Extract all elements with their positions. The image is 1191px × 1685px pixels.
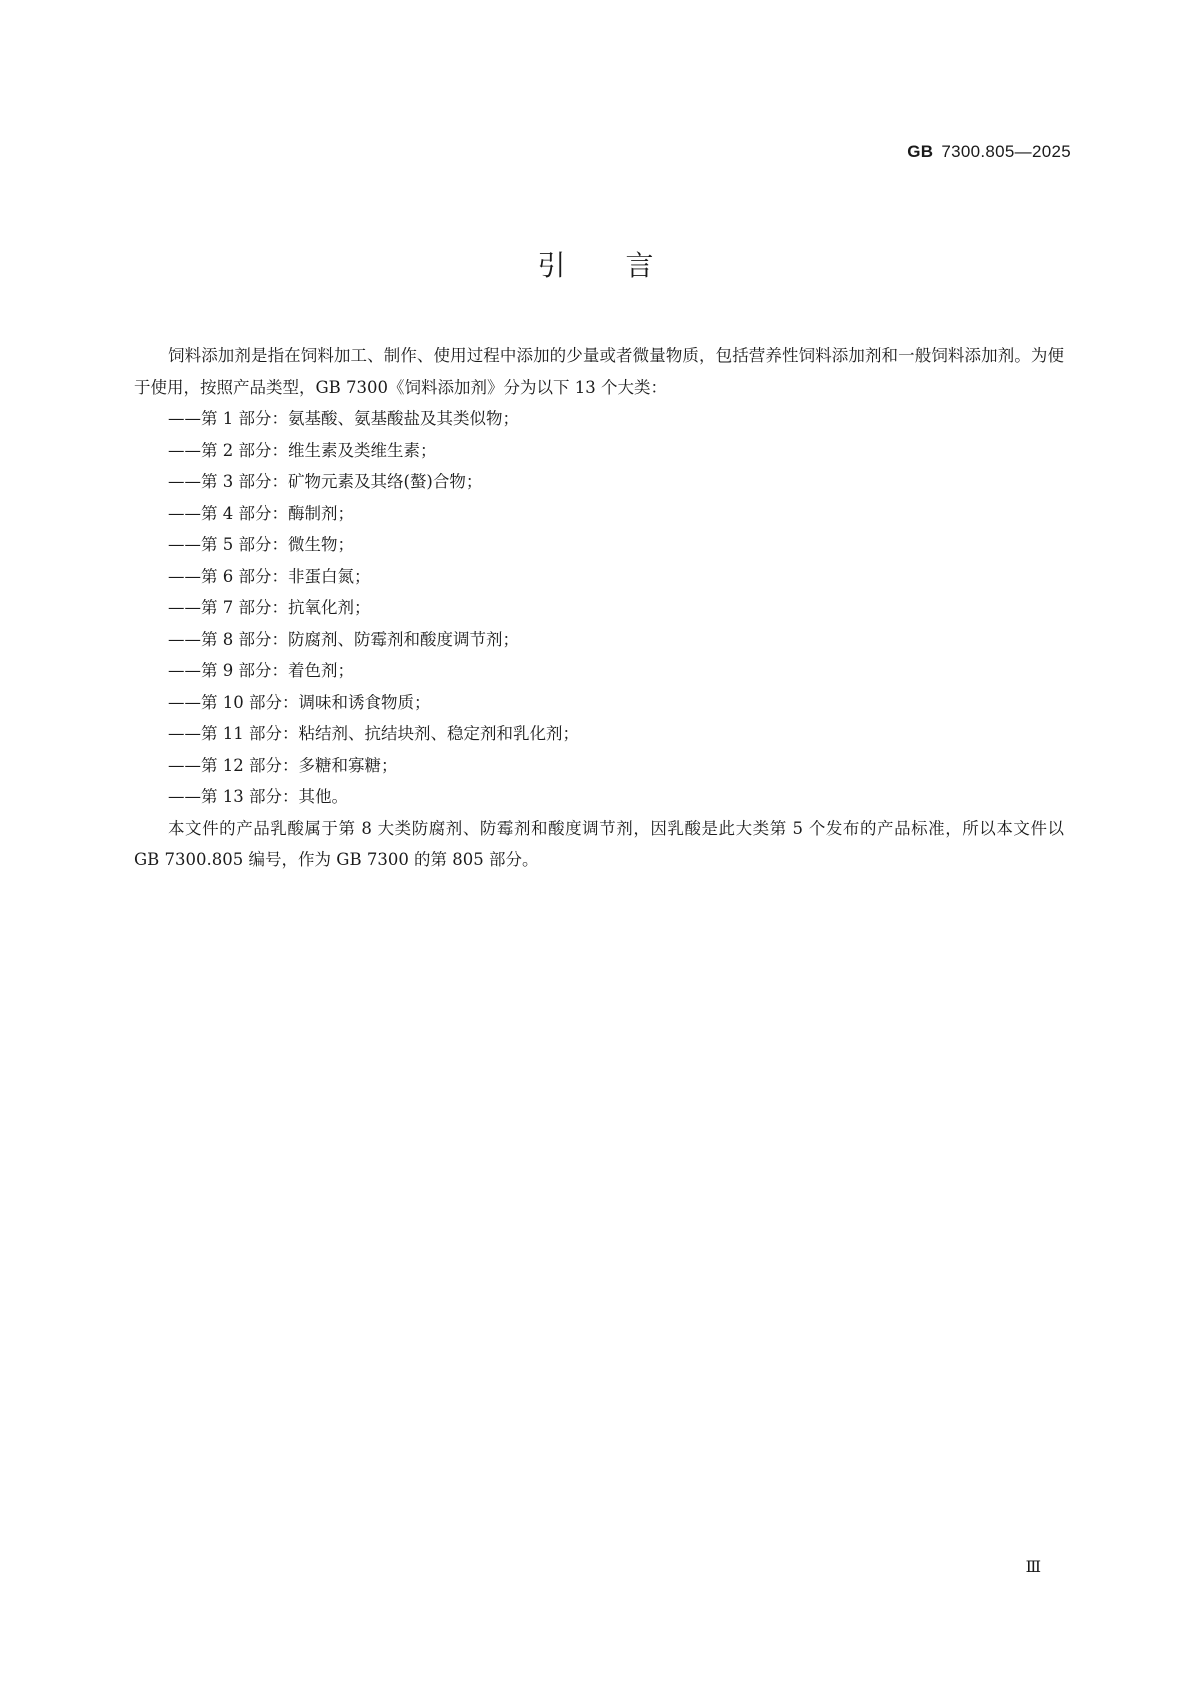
part-item: ——第 11 部分：粘结剂、抗结块剂、稳定剂和乳化剂； (168, 724, 579, 743)
page-number: Ⅲ (1025, 1559, 1041, 1576)
part-item: ——第 5 部分：微生物； (168, 535, 354, 554)
part-item: ——第 3 部分：矿物元素及其络(螯)合物； (168, 472, 483, 491)
standard-number: 7300.805—2025 (941, 142, 1071, 161)
part-item: ——第 2 部分：维生素及类维生素； (168, 440, 437, 460)
part-item: ——第 9 部分：着色剂； (168, 661, 354, 680)
part-item: ——第 1 部分：氨基酸、氨基酸盐及其类似物； (168, 409, 519, 428)
closing-paragraph: 本文件的产品乳酸属于第 8 大类防腐剂、防霉剂和酸度调节剂，因乳酸是此大类第 5 个发布的产品标准，所以本文件以 GB 7300.805 编号，作为 GB 7300 的第 805 部分。 (134, 818, 1064, 869)
part-item: ——第 4 部分：酶制剂； (168, 503, 354, 523)
parts-list (134, 403, 1064, 813)
part-item: ——第 12 部分：多糖和寡糖； (168, 755, 398, 775)
part-item: ——第 10 部分：调味和诱食物质； (168, 692, 431, 712)
part-item: ——第 7 部分：抗氧化剂； (168, 598, 371, 617)
standard-code (907, 142, 1071, 162)
page-title: 引言 (537, 249, 714, 282)
part-item: ——第 8 部分：防腐剂、防霉剂和酸度调节剂； (168, 629, 519, 649)
standard-prefix: GB (907, 142, 934, 161)
part-item: ——第 13 部分：其他。 (168, 787, 348, 806)
document-body (134, 340, 1064, 876)
intro-paragraph: 饲料添加剂是指在饲料加工、制作、使用过程中添加的少量或者微量物质，包括营养性饲料添加剂和一般饲料添加剂。为便于使用，按照产品类型，GB 7300《饲料添加剂》分为以下 13 个大类： (134, 346, 1064, 397)
part-item: ——第 6 部分：非蛋白氮； (168, 566, 371, 586)
